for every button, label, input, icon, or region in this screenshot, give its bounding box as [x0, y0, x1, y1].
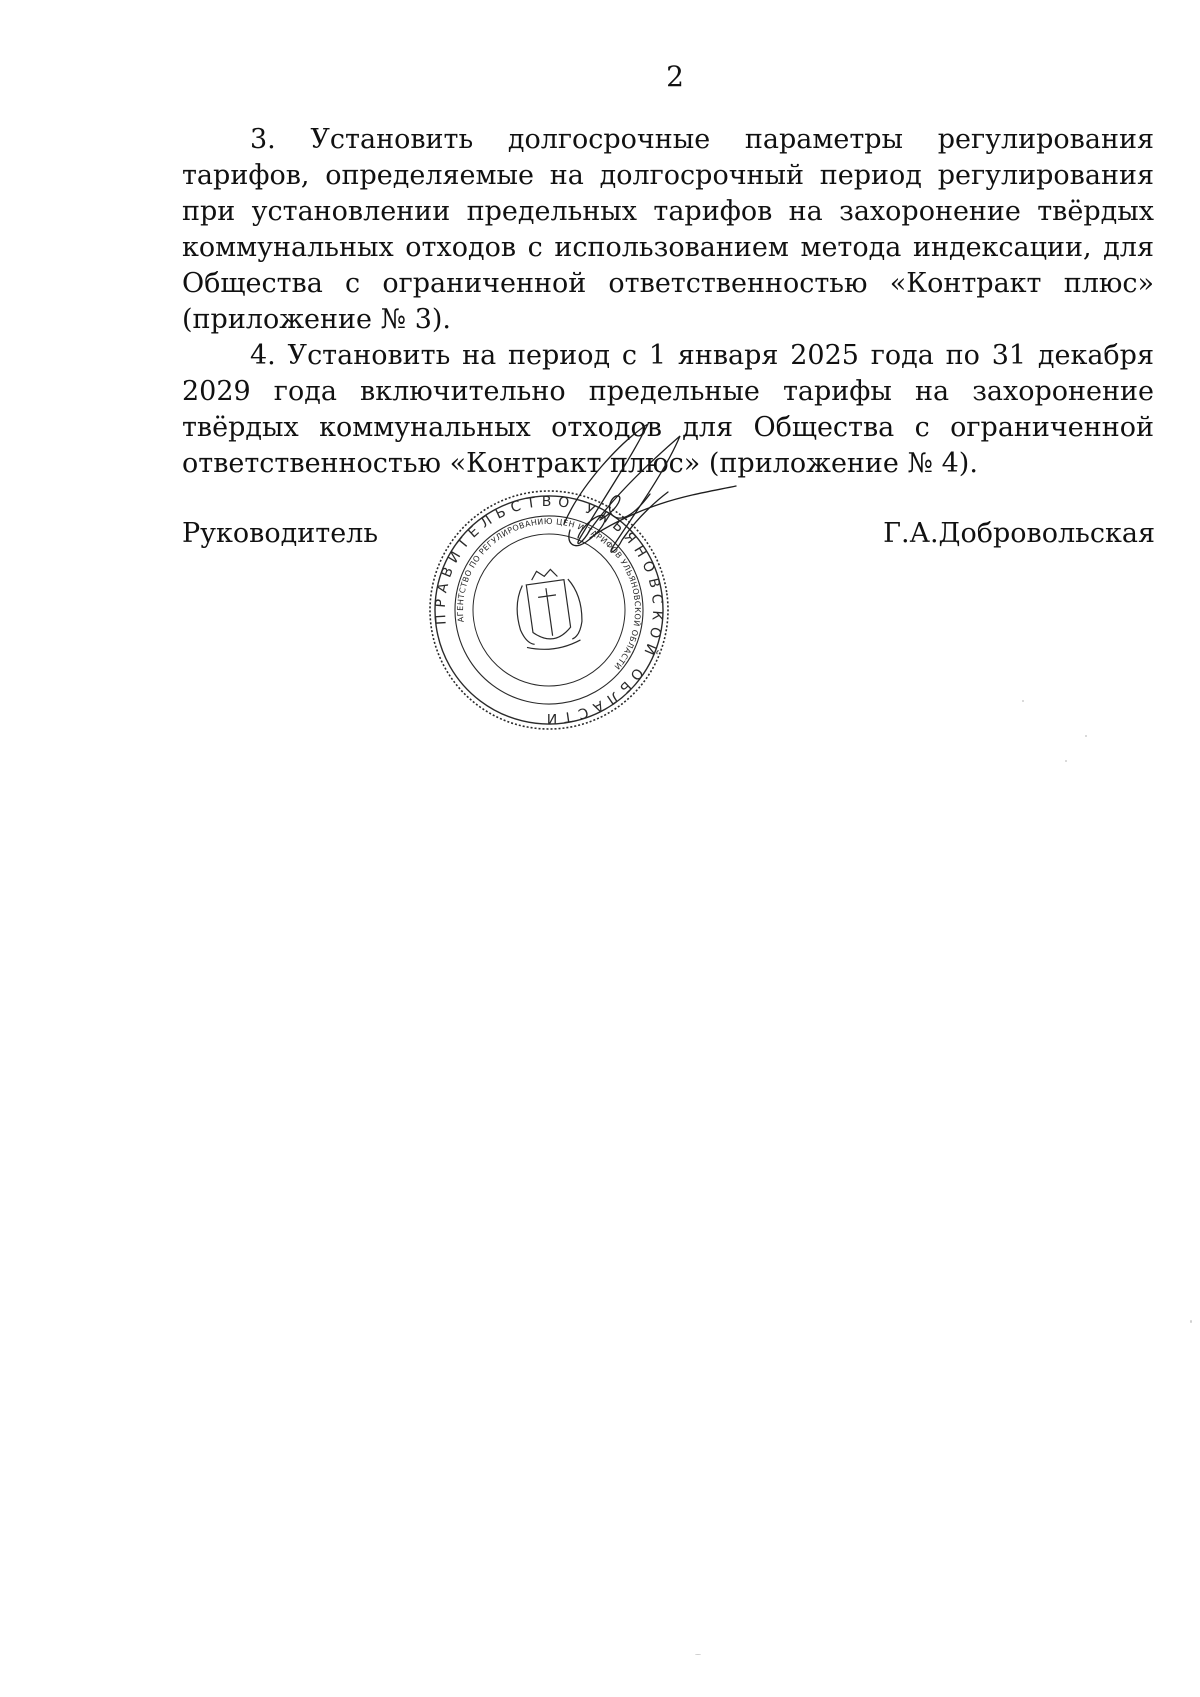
seal-inner-lettering: АГЕНТСТВО ПО РЕГУЛИРОВАНИЮ ЦЕН И ТАРИФОВ УЛЬЯНОВСКОЙ ОБЛАСТИ [455, 516, 643, 672]
handwritten-signature [560, 420, 740, 600]
page-number: 2 [666, 60, 684, 93]
signatory-title: Руководитель [182, 518, 379, 549]
scan-speck [1022, 700, 1024, 702]
seal-outer-lettering: ПРАВИТЕЛЬСТВО УЛЬЯНОВСКОЙ ОБЛАСТИ [432, 493, 666, 727]
scan-speck [1190, 1320, 1192, 1323]
scan-speck [1065, 760, 1067, 762]
signatory-name: Г.А.Добровольская [883, 518, 1155, 549]
scan-speck [695, 1654, 701, 1655]
paragraph-4: 4. Установить на период с 1 января 2025 года по 31 декабря 2029 года включительно предельные тарифы на захоронение твёрдых коммунальных отходов для Общества с ограниченной ответственностью «Контракт плюс» (приложение № 4). [182, 340, 1154, 479]
scan-speck [1085, 735, 1087, 737]
paragraph-3: 3. Установить долгосрочные параметры регулирования тарифов, определяемые на долгосрочный период регулирования при установлении предельных тарифов на захоронение твёрдых коммунальных отходов с использованием метода индексации, для Общества с ограниченной ответственностью «Контракт плюс» (приложение № 3). [182, 124, 1154, 335]
